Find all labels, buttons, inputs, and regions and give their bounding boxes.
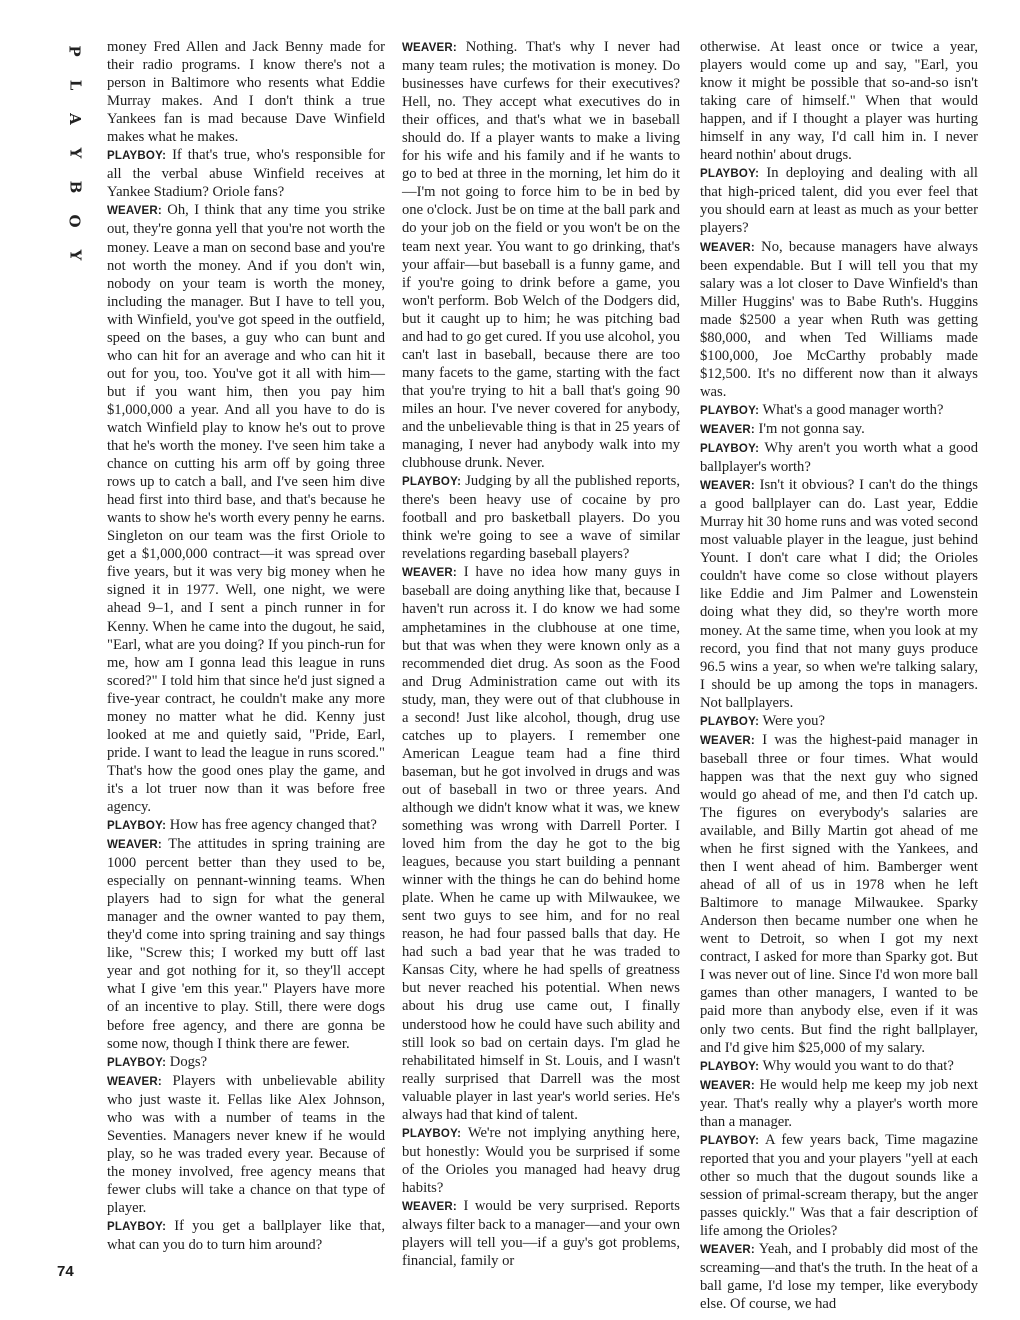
interview-paragraph	[402, 563, 680, 1123]
speaker-label: PLAYBOY:	[107, 820, 167, 833]
paragraph-text: money Fred Allen and Jack Benny made for their radio programs. I know there's not a person in Baltimore who resents what Eddie Murray makes. And I don't think a true Yankees fan is mad because Dave Winfield makes what he makes.	[107, 39, 385, 146]
continued-paragraph	[700, 38, 978, 164]
speaker-label: WEAVER:	[107, 839, 162, 852]
logo-letter: O	[65, 214, 84, 228]
logo-letter: Y	[66, 249, 84, 261]
interview-paragraph	[700, 1131, 978, 1240]
paragraph-text: Judging by all the published reports, there's been heavy use of cocaine by pro football and pro basketball players. Do you think we're going to see a wave of similar revelations regarding baseball players?	[402, 473, 680, 563]
paragraph-text: I have no idea how many guys in baseball are doing anything like that, because I haven't run across it. I do know we had some amphetamines in the clubhouse at one time, but that was when they were known only as a recommended diet drug. As soon as the Food and Drug Administration came out with its study, man, they were out of that clubhouse in a second! Just like alcohol, though, drug use catches up to players. I remember one American League team had a fine third baseman, but he got involved in drugs and was out of baseball in two or three years. And although we didn't know what it was, we knew something was wrong with Darrell Porter. I loved him from the day he got to the big leagues, because you start building a pennant winner with the things he can do behind home plate. When he came up with Milwaukee, we sent two guys to see him, and for no real reason, he had four passed balls that day. He had such a bad year that he was traded to Kansas City, where he had spells of greatness but never reached his potential. When news about his drug use came out, I finally understood how he could have such ability and still look so bad on certain days. I'm glad he rehabilitated himself in St. Louis, and I wasn't really surprised that Darrell was the most valuable player in last year's world series. He's always had that kind of talent.	[402, 564, 680, 1123]
interview-paragraph	[107, 146, 385, 201]
paragraph-text: I'm not gonna say.	[754, 420, 865, 437]
speaker-label: PLAYBOY:	[107, 1221, 167, 1234]
speaker-label: WEAVER:	[700, 423, 755, 436]
interview-paragraph	[700, 1057, 978, 1076]
playboy-side-logo	[62, 34, 88, 272]
interview-paragraph	[107, 1053, 385, 1072]
paragraph-text: otherwise. At least once or twice a year, players would come up and say, "Earl, you know it might be possible that so-and-so isn't taking care of himself." When that would happen, and if I thought a player was hurting himself in any way, I'd call him in. I never heard nothin' about drugs.	[700, 39, 978, 164]
interview-paragraph	[700, 401, 978, 420]
interview-paragraph	[107, 1217, 385, 1254]
interview-paragraph	[402, 1124, 680, 1197]
paragraph-text: Why aren't you worth what a good ballplayer's worth?	[700, 440, 978, 476]
speaker-label: WEAVER:	[107, 205, 162, 218]
paragraph-text: What's a good manager worth?	[759, 401, 944, 418]
speaker-label: WEAVER:	[700, 480, 755, 493]
text-column-2	[402, 38, 680, 1270]
paragraph-text: I was the highest-paid manager in baseball three or four times. What would happen was that the next guy who signed would go ahead of me, and then I'd catch up. The figures on everybody's salaries are available, and Billy Martin got ahead of me when he first signed with the Yankees, and then I went ahead of him. Bamberger went ahead of all of us in 1978 when he left Baltimore to manage Milwaukee. Sparky Anderson then became number one when he went to Detroit, so when I got my next contract, I asked for more than Sparky got. But I was never out of line. Since I'd won more ball games than other managers, I wanted to be paid more than anybody else, even if it was only two cents. But find the right ballplayer, and I'd give him $25,000 of my salary.	[700, 731, 978, 1056]
paragraph-text: The attitudes in spring training are 1000 percent better than they used to be, especially on pennant-winning teams. When players had to sign for what the general manager and the owner wanted to pay them, they'd come into spring training and say things like, "Screw this; I worked my butt off last year and got nothing for it, so they'll accept what I give 'em this year." Players have more of an incentive to play. Still, there were dogs before free agency, and there are gonna be some now, though I think there are fewer.	[107, 836, 385, 1052]
interview-paragraph	[107, 816, 385, 835]
speaker-label: PLAYBOY:	[700, 1060, 760, 1073]
speaker-label: WEAVER:	[402, 1201, 457, 1213]
speaker-label: PLAYBOY:	[700, 404, 760, 417]
paragraph-text: If that's true, who's responsible for all the verbal abuse Winfield receives at Yankee Stadium? Oriole fans?	[107, 147, 385, 201]
text-column-1	[107, 38, 385, 1254]
logo-letter: Y	[66, 147, 84, 159]
interview-paragraph	[700, 731, 978, 1057]
logo-letter: B	[66, 180, 84, 194]
interview-paragraph	[700, 712, 978, 731]
speaker-label: PLAYBOY:	[107, 150, 167, 163]
interview-paragraph	[700, 439, 978, 476]
interview-paragraph	[700, 1076, 978, 1131]
paragraph-text: How has free agency changed that?	[166, 817, 377, 834]
logo-letter: A	[65, 113, 84, 125]
continued-paragraph	[107, 38, 385, 146]
speaker-label: WEAVER:	[107, 1075, 162, 1088]
logo-letter: L	[65, 79, 84, 91]
speaker-label: PLAYBOY:	[402, 476, 462, 489]
interview-paragraph	[700, 476, 978, 712]
interview-paragraph	[402, 1197, 680, 1270]
speaker-label: WEAVER:	[402, 567, 457, 580]
speaker-label: PLAYBOY:	[700, 168, 760, 181]
interview-paragraph	[107, 201, 385, 816]
speaker-label: PLAYBOY:	[402, 1127, 462, 1140]
page-number: 74	[57, 1263, 74, 1280]
paragraph-text: Isn't it obvious? I can't do the things a good ballplayer can do. Last year, Eddie Murray hit 30 home runs and was voted second most valuable player in the league, just behind Yount. I don't care what I did; the Orioles couldn't have come so close without players like Eddie and Jim Palmer and Lowenstein doing what they did, so they're worth more money. At the same time, when you look at my record, you find that not many guys produce 96.5 wins a year, so when we're talking salary, I should be up among the tops in managers. Not ballplayers.	[700, 477, 978, 711]
interview-paragraph	[700, 420, 978, 439]
interview-paragraph	[700, 238, 978, 401]
paragraph-text: We're not implying anything here, but honestly: Would you be surprised if some of the Orioles you managed had heavy drug habits?	[402, 1124, 680, 1196]
paragraph-text: Why would you want to do that?	[759, 1057, 954, 1074]
speaker-label: WEAVER:	[700, 1244, 755, 1257]
interview-paragraph	[402, 472, 680, 563]
paragraph-text: Dogs?	[166, 1053, 208, 1070]
speaker-label: PLAYBOY:	[107, 1056, 167, 1069]
speaker-label: PLAYBOY:	[700, 443, 760, 456]
interview-paragraph	[700, 1240, 978, 1313]
interview-paragraph	[700, 164, 978, 237]
speaker-label: WEAVER:	[700, 241, 755, 254]
paragraph-text: Yeah, and I probably did most of the screaming—and that's the truth. In the heat of a ball game, I'd lose my temper, like everybody else. Of course, we had	[700, 1241, 978, 1313]
interview-paragraph	[107, 835, 385, 1053]
speaker-label: WEAVER:	[402, 42, 457, 54]
text-column-3	[700, 38, 978, 1313]
paragraph-text: A few years back, Time magazine reported that you and your players "yell at each other so much that the dugout sounds like a session of primal-scream therapy, but the anger passes quickly." Was that a fair description of life among the Orioles?	[700, 1131, 978, 1240]
interview-paragraph	[107, 1072, 385, 1217]
paragraph-text: In deploying and dealing with all that high-priced talent, did you ever feel that you should earn at least as much as your better players?	[700, 165, 978, 237]
paragraph-text: I would be very surprised. Reports always filter back to a manager—and your own players will tell you—if a guy's got problems, financial, family or	[402, 1198, 680, 1270]
interview-paragraph	[402, 38, 680, 472]
paragraph-text: If you get a ballplayer like that, what can you do to turn him around?	[107, 1218, 385, 1254]
speaker-label: WEAVER:	[700, 1079, 755, 1092]
paragraph-text: Nothing. That's why I never had many team rules; the motivation is money. Do businesses have curfews for their executives? Hell, no. They accept what executives do in their offices, and that's what we in baseball should do. If a player wants to make a living for his wife and his family and if he wants to go to bed at three in the morning, let him do it—I'm not going to force him to be in bed by one o'clock. Just be on time at the ball park and do your job on the field or you won't be on the team next year. You want to go drinking, that's your affair—but baseball is a funny game, and if you're going to drink before a game, you won't perform. Bob Welch of the Dodgers did, but it caught up to him; he was pitching bad and had to go get cured. If you use alcohol, you can't last in baseball, because there are too many facets to the game, starting with the fact that you're trying to hit a ball that's going 90 miles an hour. I've never covered for anybody, and the unbelievable thing is that in 25 years of managing, I never had anybody walk into my clubhouse drunk. Never.	[402, 39, 681, 472]
speaker-label: PLAYBOY:	[700, 1134, 760, 1147]
paragraph-text: He would help me keep my job next year. That's really why a player's worth more than a manager.	[700, 1076, 978, 1130]
logo-letter: P	[66, 45, 84, 57]
paragraph-text: Were you?	[759, 712, 825, 729]
paragraph-text: No, because managers have always been expendable. But I will tell you that my salary was a lot closer to Dave Winfield's than Miller Huggins' was to Babe Ruth's. Huggins made $2500 a year when Ruth was getting $80,000, and when Ted Williams made $100,000, Joe McCarthy probably made $12,500. It's no different now than it always was.	[700, 238, 978, 400]
speaker-label: WEAVER:	[700, 734, 755, 747]
paragraph-text: Oh, I think that any time you strike out, they're gonna yell that you're not worth the money. Leave a man on second base and you're not worth the money. And if you don't win, nobody on your team is worth the money, including the manager. But I have to tell you, with Winfield, you've got speed in the outfield, speed on the bases, a guy who can bunt and who can hit for an average and who can hit it out for you, too. You've got it all with him—but if you want him, then you pay him $1,000,000 a year. And all you have to do is watch Winfield play to know he's out to prove that he's worth the money. I've seen him take a chance on cutting his arm off by going three rows up to catch a ball, and I've seen him dive head first into third base, and that's because he wants to show he's worth every penny he earns. Singleton on our team was the first Oriole to get a $1,000,000 contract—it was spread over five years, but it was very big money when he signed it in 1977. Well, one night, we were ahead 9–1, and I sent a pinch runner in for Kenny. When he came into the dugout, he said, "Earl, what are you doing? If you pinch-run for me, how am I gonna lead this league in runs scored?" I told him that since he'd just signed a five-year contract, he couldn't make any more money no matter what he did. Kenny just looked at me and quietly said, "Pride, Earl, pride. I want to lead the league in runs scored." That's how the good ones play the game, and it's a lot truer now than it was before free agency.	[107, 202, 385, 815]
speaker-label: PLAYBOY:	[700, 715, 760, 728]
paragraph-text: Players with unbelievable ability who just waste it. Fellas like Alex Johnson, who was with a number of teams in the Seventies. Managers never knew if he would play, so he was traded every year. Because of the money involved, free agency means that fewer clubs will take a chance on that type of player.	[107, 1072, 385, 1216]
